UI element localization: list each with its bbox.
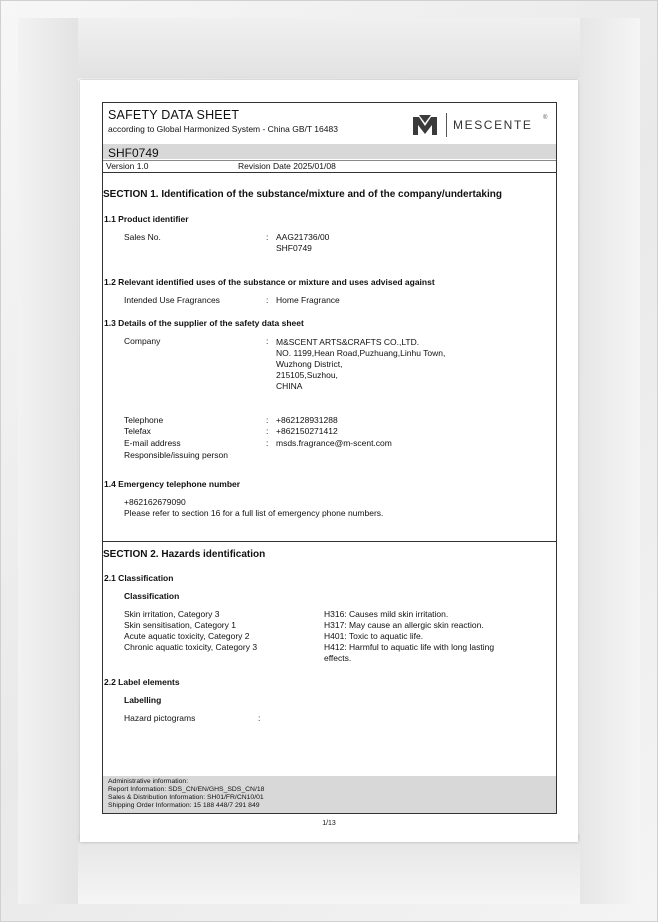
sheet-border [102, 102, 557, 810]
footer-line: Report Information: SDS_CN/EN/GHS_SDS_CN/18 [108, 786, 265, 793]
brand-logo [413, 113, 553, 137]
s1-4-title: 1.4 Emergency telephone number [104, 479, 241, 489]
document-page [80, 80, 578, 842]
s1-3-title: 1.3 Details of the supplier of the safety data sheet [104, 318, 304, 328]
labelling-heading: Labelling [124, 695, 162, 705]
hazard-statement: H412: Harmful to aquatic life with long lasting [324, 642, 495, 652]
document-title: SAFETY DATA SHEET [108, 108, 240, 122]
hazard-statement: effects. [324, 653, 352, 663]
s1-2-title: 1.2 Relevant identified uses of the substance or mixture and uses advised against [104, 277, 435, 287]
company-line: NO. 1199,Hean Road,Puzhuang,Linhu Town, [276, 348, 446, 358]
product-code-bar [103, 144, 556, 159]
telephone-colon: : [266, 415, 269, 425]
registered-icon: ® [543, 115, 548, 121]
footer-line: Administrative information: [108, 778, 189, 785]
classification-item: Chronic aquatic toxicity, Category 3 [124, 642, 258, 652]
telefax-label: Telefax [124, 426, 151, 436]
hazard-pictograms-label: Hazard pictograms [124, 713, 196, 723]
intended-use-colon: : [266, 295, 269, 305]
telefax-value: +862150271412 [276, 426, 338, 436]
revision-date: Revision Date 2025/01/08 [238, 161, 336, 171]
sales-no-colon: : [266, 232, 269, 242]
emergency-note: Please refer to section 16 for a full list of emergency phone numbers. [124, 508, 384, 518]
responsible-label: Responsible/issuing person [124, 450, 228, 460]
brand-name: MESCENTE [453, 118, 533, 132]
s2-2-title: 2.2 Label elements [104, 677, 180, 687]
company-line: 215105,Suzhou, [276, 370, 338, 380]
telephone-value: +862128931288 [276, 415, 338, 425]
company-label: Company [124, 336, 161, 346]
frame-bevel-right [580, 18, 640, 904]
classification-item: Acute aquatic toxicity, Category 2 [124, 631, 250, 641]
page-number: 1/13 [322, 820, 336, 827]
company-line: Wuzhong District, [276, 359, 343, 369]
frame-bevel-top [18, 18, 640, 78]
sales-no-value: AAG21736/00 [276, 232, 330, 242]
email-colon: : [266, 438, 269, 448]
classification-item: Skin irritation, Category 3 [124, 609, 220, 619]
product-code: SHF0749 [108, 146, 159, 160]
sales-no-value: SHF0749 [276, 243, 312, 253]
footer-line: Shipping Order Information: 15 188 448/7 291 849 [108, 802, 260, 809]
logo-divider [446, 113, 447, 137]
company-line: CHINA [276, 381, 303, 391]
email-value: msds.fragrance@m-scent.com [276, 438, 392, 448]
hazard-statement: H316: Causes mild skin irritation. [324, 609, 449, 619]
administrative-footer [102, 776, 557, 814]
s2-1-title: 2.1 Classification [104, 573, 174, 583]
brand-m-icon [413, 115, 437, 135]
sales-no-label: Sales No. [124, 232, 161, 242]
telephone-label: Telephone [124, 415, 164, 425]
footer-line: Sales & Distribution Information: SH01/FR/CN10/01 [108, 794, 264, 801]
intended-use-value: Home Fragrance [276, 295, 340, 305]
intended-use-label: Intended Use Fragrances [124, 295, 220, 305]
section2-title: SECTION 2. Hazards identification [103, 549, 266, 560]
hazard-statement: H317: May cause an allergic skin reaction. [324, 620, 484, 630]
document-subtitle: according to Global Harmonized System - China GB/T 16483 [108, 124, 338, 134]
company-line: M&SCENT ARTS&CRAFTS CO.,LTD. [276, 337, 420, 347]
classification-heading: Classification [124, 591, 180, 601]
classification-item: Skin sensitisation, Category 1 [124, 620, 236, 630]
email-label: E-mail address [124, 438, 181, 448]
frame-bevel-left [18, 18, 78, 904]
version: Version 1.0 [106, 161, 149, 171]
section-divider [103, 541, 556, 542]
frame-bevel-bottom [18, 834, 640, 904]
hazard-statement: H401: Toxic to aquatic life. [324, 631, 424, 641]
hazard-pictograms-colon: : [258, 713, 261, 723]
emergency-number: +862162679090 [124, 497, 186, 507]
s1-1-title: 1.1 Product identifier [104, 214, 189, 224]
section1-title: SECTION 1. Identification of the substance/mixture and of the company/undertaking [103, 189, 502, 200]
telefax-colon: : [266, 426, 269, 436]
company-colon: : [266, 336, 269, 346]
